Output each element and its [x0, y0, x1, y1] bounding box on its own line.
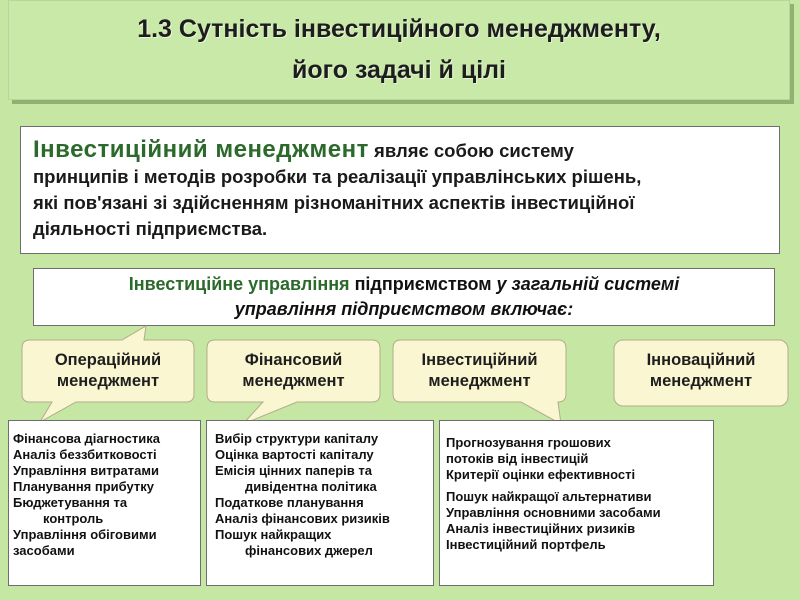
list-item: Оцінка вартості капіталу	[215, 447, 374, 462]
inclusion-text-2: управління підприємством включає:	[234, 299, 574, 319]
list-item: Інвестиційний портфель	[446, 537, 606, 552]
definition-term: Інвестиційний менеджмент	[33, 136, 369, 163]
list-item: Фінансова діагностика	[13, 431, 160, 446]
definition-text-1: являє собою систему	[368, 140, 574, 161]
list-item: Управління витратами	[13, 463, 159, 478]
list-item: Аналіз інвестиційних ризиків	[446, 521, 636, 536]
inclusion-italic: у загальній системі	[496, 274, 680, 294]
list-item: Бюджетування та	[13, 495, 128, 510]
operational-tasks-list	[8, 420, 201, 586]
list-item: Управління основними засобами	[446, 505, 661, 520]
callout-investment-line1: Інвестиційний	[421, 351, 538, 369]
list-item: Пошук найкращих	[215, 527, 332, 542]
inclusion-box	[33, 268, 775, 326]
callout-investment	[393, 340, 566, 424]
list-item: Пошук найкращої альтернативи	[446, 489, 652, 504]
callout-innovation	[614, 340, 788, 408]
callout-financial-line1: Фінансовий	[244, 351, 343, 369]
page-title-line2: його задачі й цілі	[292, 56, 506, 84]
definition-text-3: які пов'язані зі здійсненням різноманітних аспектів інвестиційної	[33, 192, 635, 213]
definition-text-4: діяльності підприємства.	[33, 218, 268, 239]
list-item: контроль	[43, 511, 104, 526]
title-banner	[8, 0, 790, 100]
list-item: Аналіз беззбитковості	[13, 447, 157, 462]
list-item: Управління обіговими	[13, 527, 157, 542]
list-item: Критерії оцінки ефективності	[446, 467, 636, 482]
callout-financial-line2: менеджмент	[242, 372, 345, 390]
list-item: Податкове планування	[215, 495, 364, 510]
list-item: Аналіз фінансових ризиків	[215, 511, 390, 526]
inclusion-text: підприємством	[349, 274, 497, 294]
inclusion-term: Інвестиційне управління	[128, 274, 350, 294]
list-item: Емісія цінних паперів та	[215, 463, 372, 478]
callout-innovation-line2: менеджмент	[649, 372, 753, 390]
callout-operational	[22, 326, 194, 422]
callout-financial	[207, 340, 380, 424]
list-item: Вибір структури капіталу	[215, 431, 379, 446]
list-item: Планування прибутку	[13, 479, 155, 494]
callout-investment-line2: менеджмент	[428, 372, 531, 390]
callout-operational-line2: менеджмент	[56, 372, 160, 390]
list-item: потоків від інвестицій	[446, 451, 589, 466]
investment-tasks-list	[439, 420, 714, 586]
list-item: Прогнозування грошових	[446, 435, 611, 450]
definition-box	[20, 126, 780, 254]
list-item: фінансових джерел	[245, 543, 373, 558]
list-item: дивідентна політика	[245, 479, 377, 494]
callout-operational-line1: Операційний	[54, 351, 162, 369]
page-title-line1: 1.3 Сутність інвестиційного менеджменту,	[137, 15, 661, 43]
definition-text-2: принципів і методів розробки та реалізації управлінських рішень,	[33, 166, 642, 187]
financial-tasks-list	[206, 420, 434, 586]
callout-innovation-line1: Інноваційний	[646, 351, 756, 369]
list-item: засобами	[13, 543, 75, 558]
